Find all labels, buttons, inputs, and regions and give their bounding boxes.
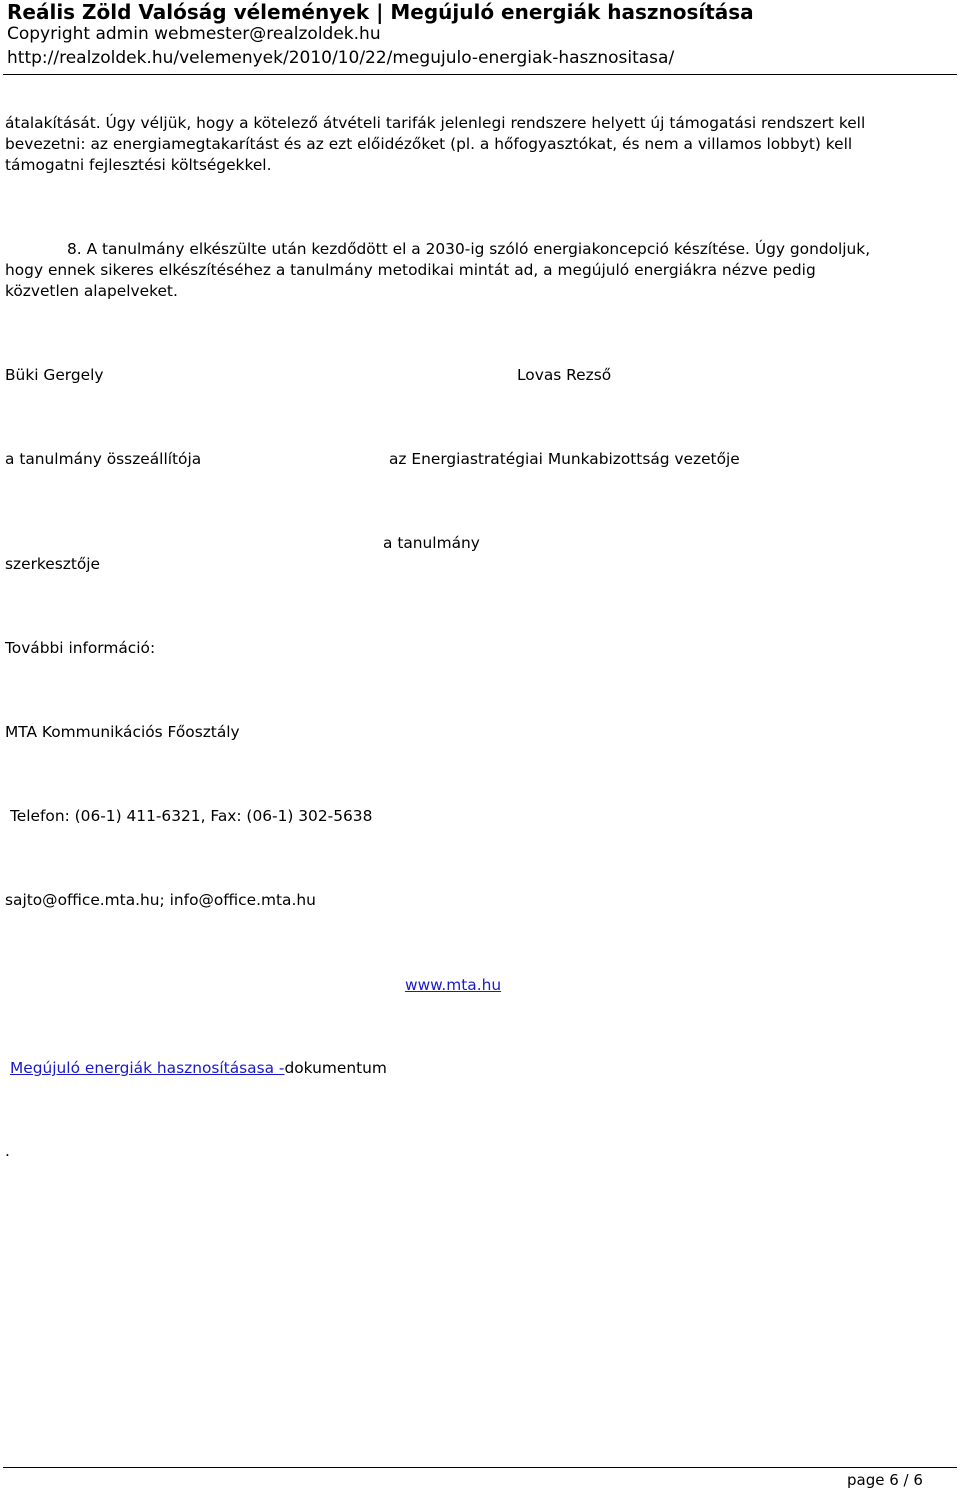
paragraph-line: átalakítását. Úgy véljük, hogy a kötelező átvételi tarifák jelenlegi rendszere helyett új támogatási rendszert kell [5, 114, 866, 132]
signer2-role-continued: a tanulmány [383, 534, 480, 552]
paragraph-line: bevezetni: az energiamegtakarítást és az ezt előidézőket (pl. a hőfogyasztókat, és nem a villamos lobbyt) kell [5, 135, 853, 153]
signer2-role: az Energiastratégiai Munkabizottság vezetője [389, 450, 740, 468]
page-number: page 6 / 6 [847, 1471, 923, 1489]
site-title: Reális Zöld Valóság vélemények | Megújuló energiák hasznosítása [7, 0, 754, 24]
signer1-role: a tanulmány összeállítója [5, 450, 202, 468]
website-link[interactable]: www.mta.hu [405, 976, 502, 994]
paragraph-line: hogy ennek sikeres elkészítéséhez a tanulmány metodikai mintát ad, a megújuló energiákra nézve pedig [5, 261, 816, 279]
copyright-line: Copyright admin webmester@realzoldek.hu [7, 24, 381, 44]
paragraph-point-8 [5, 239, 955, 302]
paragraph-line: támogatni fejlesztési költségekkel. [5, 156, 272, 174]
signer2-name: Lovas Rezső [517, 366, 612, 384]
header-divider [3, 74, 957, 75]
more-info-label: További információ: [5, 639, 156, 657]
phone-fax: Telefon: (06-1) 411-6321, Fax: (06-1) 302-5638 [10, 807, 373, 825]
document-reference [10, 1058, 387, 1079]
organization-name: MTA Kommunikációs Főosztály [5, 723, 240, 741]
page-url[interactable]: http://realzoldek.hu/velemenyek/2010/10/22/megujulo-energiak-hasznositasa/ [7, 48, 675, 68]
signer1-name: Büki Gergely [5, 366, 104, 384]
trailing-dot: . [5, 1142, 10, 1160]
document-suffix: dokumentum [284, 1059, 387, 1077]
signer2-role-editor: szerkesztője [5, 555, 101, 573]
paragraph-tariff [5, 113, 955, 176]
document-link[interactable]: Megújuló energiák hasznosításasa - [10, 1059, 285, 1077]
footer-divider [3, 1467, 957, 1468]
paragraph-line: közvetlen alapelveket. [5, 282, 178, 300]
paragraph-line: 8. A tanulmány elkészülte után kezdődött el a 2030-ig szóló energiakoncepció készítése. Úgy gondoljuk, [67, 240, 871, 258]
contact-emails: sajto@office.mta.hu; info@office.mta.hu [5, 891, 316, 909]
